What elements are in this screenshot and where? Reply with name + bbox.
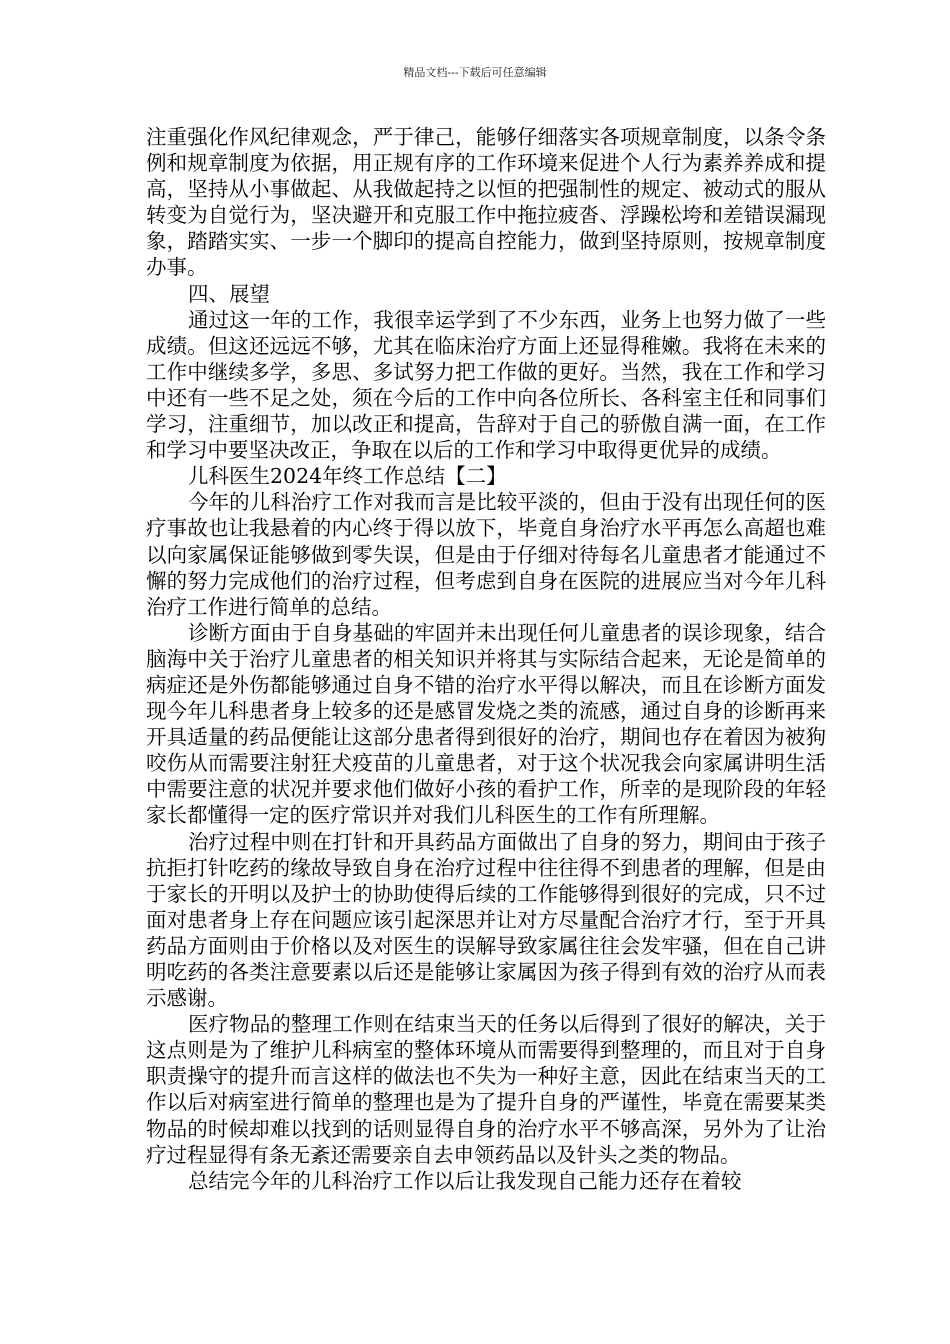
paragraph-supplies: 医疗物品的整理工作则在结束当天的任务以后得到了很好的解决，关于这点则是为了维护儿科病室的整体环境从而需要得到整理的，而且对于自身职责操守的提升而言这样的做法也不失为一种好主意，因此在结束当天的工作以后对病室进行简单的整理也是为了提升自身的严谨性，毕竟在需要某类物品的时候却难以找到的话则显得自身的治疗水平不够高深，另外为了让治疗过程显得有条无紊还需要亲自去申领药品以及针头之类的物品。 xyxy=(146,1012,826,1167)
section-heading-outlook: 四、展望 xyxy=(188,281,270,306)
paragraph-outlook: 通过这一年的工作，我很幸运学到了不少东西，业务上也努力做了一些成绩。但这还远远不够，尤其在临床治疗方面上还显得稚嫩。我将在未来的工作中继续多学，多思、多试努力把工作做的更好。当然，我在工作和学习中还有一些不足之处，须在今后的工作中向各位所长、各科室主任和同事们学习，注重细节，加以改正和提高，告辞对于自己的骄傲自满一面，在工作和学习中要坚决改正，争取在以后的工作和学习中取得更优异的成绩。 xyxy=(146,307,826,463)
paragraph-discipline: 注重强化作风纪律观念，严于律己，能够仔细落实各项规章制度，以条令条例和规章制度为依据，用正规有序的工作环境来促进个人行为素养养成和提高，坚持从小事做起、从我做起持之以恒的把强制性的规定、被动式的服从转变为自觉行为，坚决避开和克服工作中拖拉疲沓、浮躁松垮和差错误漏现象，踏踏实实、一步一个脚印的提高自控能力，做到坚持原则，按规章制度办事。 xyxy=(146,125,826,280)
section-heading-part-two: 儿科医生2024年终工作总结【二】 xyxy=(188,464,507,489)
paragraph-intro: 今年的儿科治疗工作对我而言是比较平淡的，但由于没有出现任何的医疗事故也让我悬着的内心终于得以放下，毕竟自身治疗水平再怎么高超也难以向家属保证能够做到零失误，但是由于仔细对待每名儿童患者才能通过不懈的努力完成他们的治疗过程，但考虑到自身在医院的进展应当对今年儿科治疗工作进行简单的总结。 xyxy=(146,490,826,619)
document-body xyxy=(146,124,826,1194)
page-header: 精品文档---下载后可任意编辑 xyxy=(403,66,547,79)
paragraph-summary: 总结完今年的儿科治疗工作以后让我发现自己能力还存在着较 xyxy=(188,1168,742,1193)
paragraph-diagnosis: 诊断方面由于自身基础的牢固并未出现任何儿童患者的误诊现象，结合脑海中关于治疗儿童患者的相关知识并将其与实际结合起来，无论是简单的病症还是外伤都能够通过自身不错的治疗水平得以解决，而且在诊断方面发现今年儿科患者身上较多的还是感冒发烧之类的流感，通过自身的诊断再来开具适量的药品便能让这部分患者得到很好的治疗，期间也存在着因为被狗咬伤从而需要注射狂犬疫苗的儿童患者，对于这个状况我会向家属讲明生活中需要注意的状况并要求他们做好小孩的看护工作，所幸的是现阶段的年轻家长都懂得一定的医疗常识并对我们儿科医生的工作有所理解。 xyxy=(146,620,826,828)
paragraph-treatment: 治疗过程中则在打针和开具药品方面做出了自身的努力，期间由于孩子抗拒打针吃药的缘故导致自身在治疗过程中往往得不到患者的理解，但是由于家长的开明以及护士的协助使得后续的工作能够得到很好的完成，只不过面对患者身上存在问题应该引起深思并让对方尽量配合治疗才行，至于开具药品方面则由于价格以及对医生的误解导致家属往往会发牢骚，但在自己讲明吃药的各类注意要素以后还是能够让家属因为孩子得到有效的治疗从而表示感谢。 xyxy=(146,829,826,1011)
